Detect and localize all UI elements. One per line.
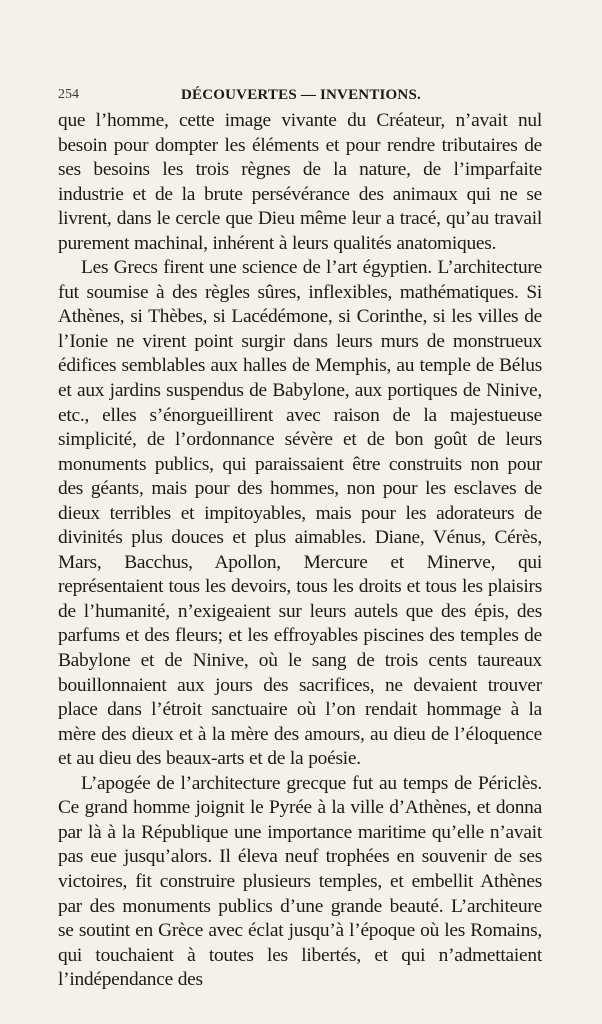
page-number: 254: [58, 87, 79, 102]
paragraph-pericles: L’apogée de l’architecture grecque fut au temps de Périclès. Ce grand homme joignit le Pyrée à la ville d’Athènes, et donna par là à la République une importance maritime qu’elle n’avait pas eue jusqu’alors. Il éleva neuf trophées en souvenir de ses victoires, fit construire plusieurs temples, et embellit Athènes par des monuments publics d’une grande beauté. L’architeure se soutint en Grèce avec éclat jusqu’à l’époque où les Romains, qui touchaient à toutes les libertés, et qui n’admettaient l’indépendance des: [58, 772, 542, 991]
page-header: [58, 84, 544, 106]
body-text: [58, 109, 542, 993]
running-title: DÉCOUVERTES — INVENTIONS.: [181, 87, 421, 103]
paragraph-continued: que l’homme, cette image vivante du Créateur, n’avait nul besoin pour dompter les éléments et pour rendre tributaires de ses besoins les trois règnes de la nature, de l’imparfaite industrie et de la brute persévérance des animaux qui ne se livrent, dans le cercle que Dieu même leur a tracé, qu’au travail purement machinal, inhérent à leurs qualités anatomiques.: [58, 110, 542, 254]
paragraph-greek-architecture: Les Grecs firent une science de l’art égyptien. L’architecture fut soumise à des règles sûres, inflexibles, mathématiques. Si Athènes, si Thèbes, si Lacédémone, si Corinthe, si les villes de l’Ionie ne virent point surgir dans leurs murs de monstrueux édifices semblables aux halles de Memphis, au temple de Bélus et aux jardins suspendus de Babylone, aux portiques de Ninive, etc., elles s’énorgueillirent avec raison de la majestueuse simplicité, de l’ordonnance sévère et de bon goût de leurs monuments publics, qui paraissaient être construits non pour des géants, mais pour des hommes, non pour les esclaves de dieux terribles et impitoyables, mais pour les adorateurs de divinités plus douces et plus aimables. Diane, Vénus, Cérès, Mars, Bacchus, Apollon, Mercure et Minerve, qui représentaient tous les devoirs, tous les droits et tous les plaisirs de l’humanité, n’exigeaient sur leurs autels que des épis, des parfums et des fleurs; et les effroyables piscines des temples de Babylone et de Ninive, où le sang de trois cents taureaux bouillonnaient aux jours des sacrifices, ne devaient trouver place dans l’étroit sanctuaire où l’on rendait hommage à la mère des dieux et à la mère des amours, au dieu de l’éloquence et au dieu des beaux-arts et de la poésie.: [58, 257, 542, 770]
